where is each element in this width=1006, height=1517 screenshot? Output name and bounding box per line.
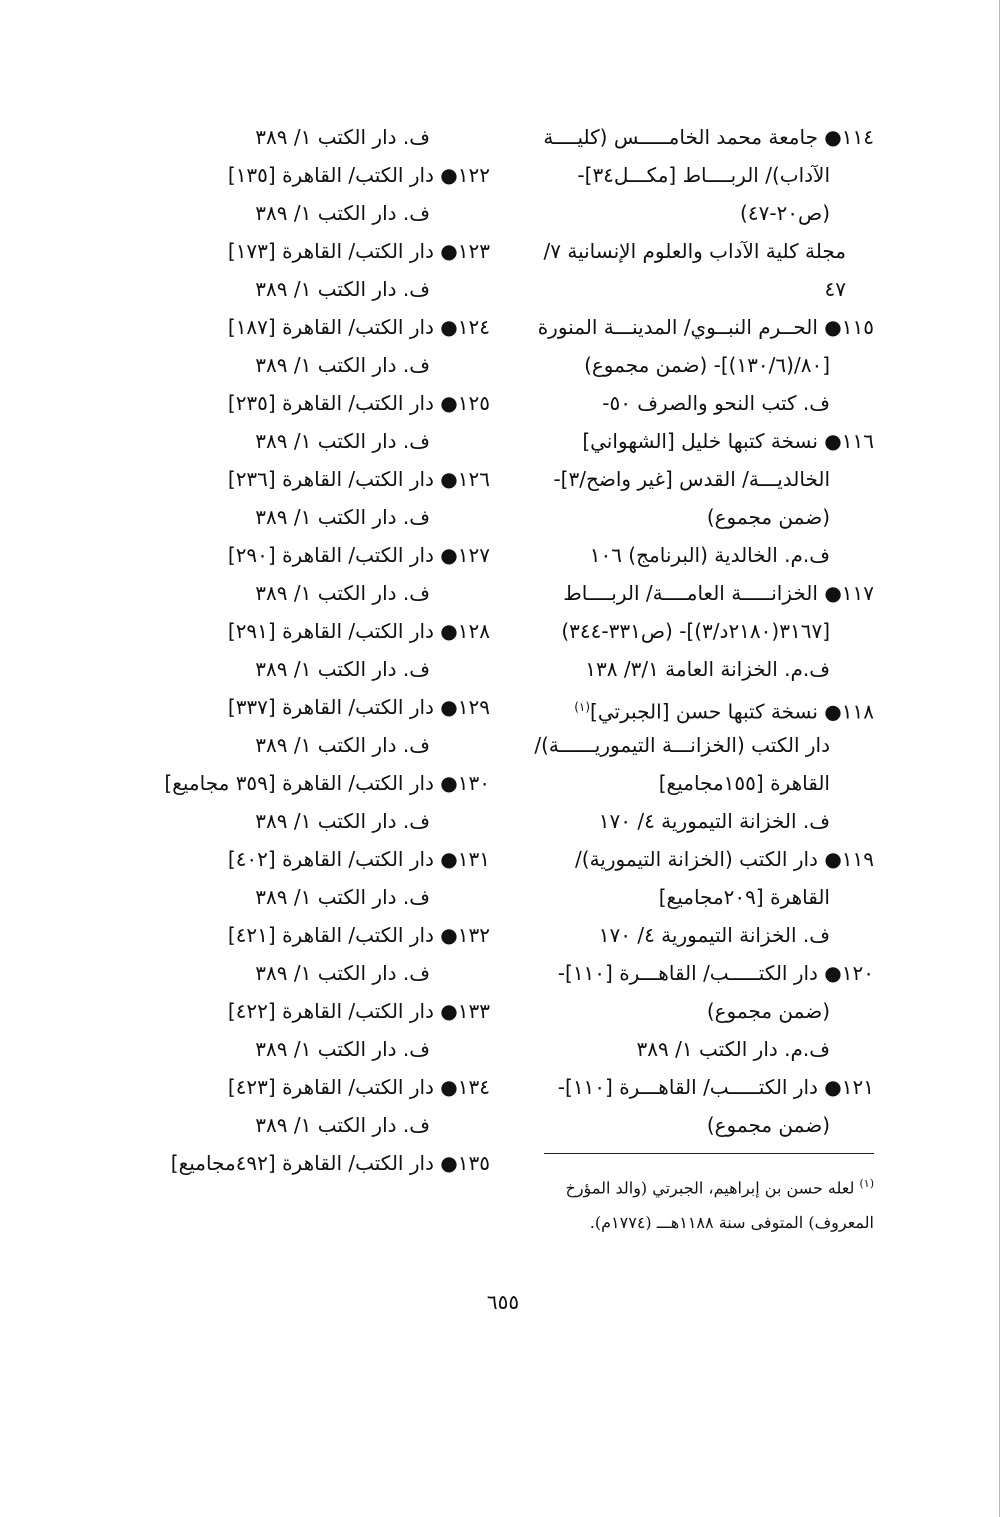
- right-column: [524, 118, 874, 1144]
- left-column-line: [150, 726, 490, 764]
- right-column-line: [524, 270, 874, 308]
- left-column-line: [150, 346, 490, 384]
- left-column-line-text: ف. دار الكتب ١/ ٣٨٩: [255, 657, 430, 681]
- right-column-line-text: ١٢٠● دار الكتـــــب/ القاهـــرة [١١٠]-: [557, 961, 874, 985]
- left-column-line-text: ف. دار الكتب ١/ ٣٨٩: [255, 353, 430, 377]
- left-column: [150, 118, 490, 1182]
- left-column-line: [150, 688, 490, 726]
- right-column-line-text: ١٢١● دار الكتـــــب/ القاهـــرة [١١٠]-: [557, 1075, 874, 1099]
- right-column-line-text: القاهرة [٢٠٩مجاميع]: [658, 885, 830, 909]
- left-column-line: [150, 954, 490, 992]
- left-column-line-text: ف. دار الكتب ١/ ٣٨٩: [255, 201, 430, 225]
- left-column-line-text: ف. دار الكتب ١/ ٣٨٩: [255, 961, 430, 985]
- right-column-line: [524, 194, 874, 232]
- right-column-line-text: (ضمن مجموع): [706, 999, 830, 1023]
- left-column-line: [150, 536, 490, 574]
- right-column-line-text: ف.م. دار الكتب ١/ ٣٨٩: [636, 1037, 830, 1061]
- right-column-line-text: ف. الخزانة التيمورية ٤/ ١٧٠: [598, 809, 830, 833]
- right-column-line: [524, 840, 874, 878]
- left-column-line-text: ١٣٢● دار الكتب/ القاهرة [٤٢١]: [227, 923, 490, 947]
- right-column-line: [524, 574, 874, 612]
- footnote-line-2: المعروف) المتوفى سنة ١١٨٨هـــ (١٧٧٤م).: [589, 1213, 874, 1233]
- left-column-line-text: ف. دار الكتب ١/ ٣٨٩: [255, 581, 430, 605]
- footnote-separator: [544, 1153, 874, 1154]
- left-column-line-text: ١٢٢● دار الكتب/ القاهرة [١٣٥]: [227, 163, 490, 187]
- right-column-line: [524, 308, 874, 346]
- left-column-line: [150, 118, 490, 156]
- left-column-line-text: ١٢٣● دار الكتب/ القاهرة [١٧٣]: [227, 239, 490, 263]
- right-column-line-text: ١١٩● دار الكتب (الخزانة التيمورية)/: [575, 847, 874, 871]
- footnote-reference: (١): [574, 700, 591, 714]
- footnote-mark: (١): [859, 1177, 874, 1190]
- left-column-line-text: ف. دار الكتب ١/ ٣٨٩: [255, 809, 430, 833]
- right-column-line: [524, 156, 874, 194]
- right-column-line: [524, 498, 874, 536]
- right-column-line-text: (ضمن مجموع): [706, 1113, 830, 1137]
- right-column-line-text: (ص٢٠-٤٧): [740, 201, 830, 225]
- right-column-line: [524, 460, 874, 498]
- left-column-line-text: ١٢٩● دار الكتب/ القاهرة [٣٣٧]: [227, 695, 490, 719]
- left-column-line-text: ١٣٥● دار الكتب/ القاهرة [٤٩٢مجاميع]: [170, 1151, 490, 1175]
- left-column-line-text: ف. دار الكتب ١/ ٣٨٩: [255, 1037, 430, 1061]
- right-column-line-text: [٣١٦٧(٢١٨٠د/٣)]- (ص٣٣١-٣٤٤): [561, 619, 830, 643]
- footnote-line-1: [534, 1166, 874, 1205]
- left-column-line: [150, 574, 490, 612]
- right-column-line: [524, 878, 874, 916]
- left-column-line: [150, 1106, 490, 1144]
- left-column-line-text: ١٣٠● دار الكتب/ القاهرة [٣٥٩ مجاميع]: [164, 771, 490, 795]
- right-column-line: [524, 422, 874, 460]
- left-column-line: [150, 232, 490, 270]
- left-column-line-text: ١٢٤● دار الكتب/ القاهرة [١٨٧]: [227, 315, 490, 339]
- left-column-line-text: ١٢٧● دار الكتب/ القاهرة [٢٩٠]: [227, 543, 490, 567]
- left-column-line: [150, 422, 490, 460]
- right-column-line-text: مجلة كلية الآداب والعلوم الإنسانية ٧/: [543, 239, 846, 263]
- right-column-line: [524, 954, 874, 992]
- right-column-line: [524, 726, 874, 764]
- left-column-line: [150, 1068, 490, 1106]
- right-column-line-text: ١١٦● نسخة كتبها خليل [الشهواني]: [582, 429, 874, 453]
- left-column-line-text: ١٢٥● دار الكتب/ القاهرة [٢٣٥]: [227, 391, 490, 415]
- left-column-line-text: ف. دار الكتب ١/ ٣٨٩: [255, 429, 430, 453]
- right-column-line: [524, 232, 874, 270]
- right-column-line-text: دار الكتب (الخزانـــة التيموريــــــة)/: [534, 733, 830, 757]
- left-column-line-text: ١٣٤● دار الكتب/ القاهرة [٤٢٣]: [227, 1075, 490, 1099]
- right-column-line: [524, 118, 874, 156]
- page-number: ٦٥٥: [486, 1290, 520, 1314]
- left-column-line: [150, 802, 490, 840]
- left-column-line-text: ١٣٣● دار الكتب/ القاهرة [٤٢٢]: [227, 999, 490, 1023]
- left-column-line: [150, 1030, 490, 1068]
- right-column-line-text: ١١٥● الحــرم النبــوي/ المدينـــة المنورة: [537, 315, 874, 339]
- right-column-line-text: الخالديـــة/ القدس [غير واضح/٣]-: [553, 467, 830, 491]
- left-column-line-text: ف. دار الكتب ١/ ٣٨٩: [255, 733, 430, 757]
- left-column-line: [150, 460, 490, 498]
- right-column-line: [524, 992, 874, 1030]
- left-column-line: [150, 878, 490, 916]
- right-column-line-text: القاهرة [١٥٥مجاميع]: [658, 771, 830, 795]
- left-column-line-text: ١٣١● دار الكتب/ القاهرة [٤٠٢]: [227, 847, 490, 871]
- left-column-line: [150, 308, 490, 346]
- right-column-line: [524, 764, 874, 802]
- right-column-line: [524, 688, 874, 726]
- left-column-line: [150, 384, 490, 422]
- left-column-line-text: ف. دار الكتب ١/ ٣٨٩: [255, 1113, 430, 1137]
- right-column-line-text: ف.م. الخالدية (البرنامج) ١٠٦: [589, 543, 830, 567]
- right-column-line-text: ١١٤● جامعة محمد الخامـــــس (كليــــة: [543, 125, 874, 149]
- right-column-line-text: الآداب)/ الربــــاط [مكـــل٣٤]-: [577, 163, 830, 187]
- right-column-line-text: ٤٧: [824, 277, 846, 301]
- right-column-line-text: (ضمن مجموع): [706, 505, 830, 529]
- footnote-text-1: لعله حسن بن إبراهيم، الجبرتي (والد المؤرخ: [565, 1178, 855, 1198]
- right-column-line-text: ١١٨● نسخة كتبها حسن [الجبرتي]: [590, 699, 874, 724]
- right-column-line-text: ف. كتب النحو والصرف ٥٠-: [602, 391, 830, 415]
- left-column-line: [150, 650, 490, 688]
- left-column-line-text: ف. دار الكتب ١/ ٣٨٩: [255, 885, 430, 909]
- left-column-line-text: ١٢٦● دار الكتب/ القاهرة [٢٣٦]: [227, 467, 490, 491]
- left-column-line: [150, 156, 490, 194]
- footnote: [534, 1166, 874, 1240]
- left-column-line: [150, 270, 490, 308]
- left-column-line-text: ف. دار الكتب ١/ ٣٨٩: [255, 277, 430, 301]
- left-column-line-text: ف. دار الكتب ١/ ٣٨٩: [255, 125, 430, 149]
- left-column-line: [150, 764, 490, 802]
- left-column-line: [150, 992, 490, 1030]
- left-column-line: [150, 612, 490, 650]
- right-column-line: [524, 612, 874, 650]
- left-column-line-text: ف. دار الكتب ١/ ٣٨٩: [255, 505, 430, 529]
- right-column-line-text: [٨٠/(١٣٠/٦)]- (ضمن مجموع): [584, 353, 830, 377]
- left-column-line: [150, 1144, 490, 1182]
- right-column-line-text: ١١٧● الخزانـــــة العامــــة/ الربــــاط: [563, 581, 874, 605]
- right-column-line: [524, 384, 874, 422]
- left-column-line: [150, 498, 490, 536]
- right-column-line-text: ف. الخزانة التيمورية ٤/ ١٧٠: [598, 923, 830, 947]
- right-column-line: [524, 536, 874, 574]
- right-column-line: [524, 916, 874, 954]
- left-column-line: [150, 840, 490, 878]
- right-column-line: [524, 1030, 874, 1068]
- right-column-line: [524, 802, 874, 840]
- right-column-line-text: ف.م. الخزانة العامة ٣/١/ ١٣٨: [585, 657, 830, 681]
- left-column-line: [150, 916, 490, 954]
- left-column-line: [150, 194, 490, 232]
- right-column-line: [524, 346, 874, 384]
- left-column-line-text: ١٢٨● دار الكتب/ القاهرة [٢٩١]: [227, 619, 490, 643]
- right-column-line: [524, 1106, 874, 1144]
- right-column-line: [524, 650, 874, 688]
- right-column-line: [524, 1068, 874, 1106]
